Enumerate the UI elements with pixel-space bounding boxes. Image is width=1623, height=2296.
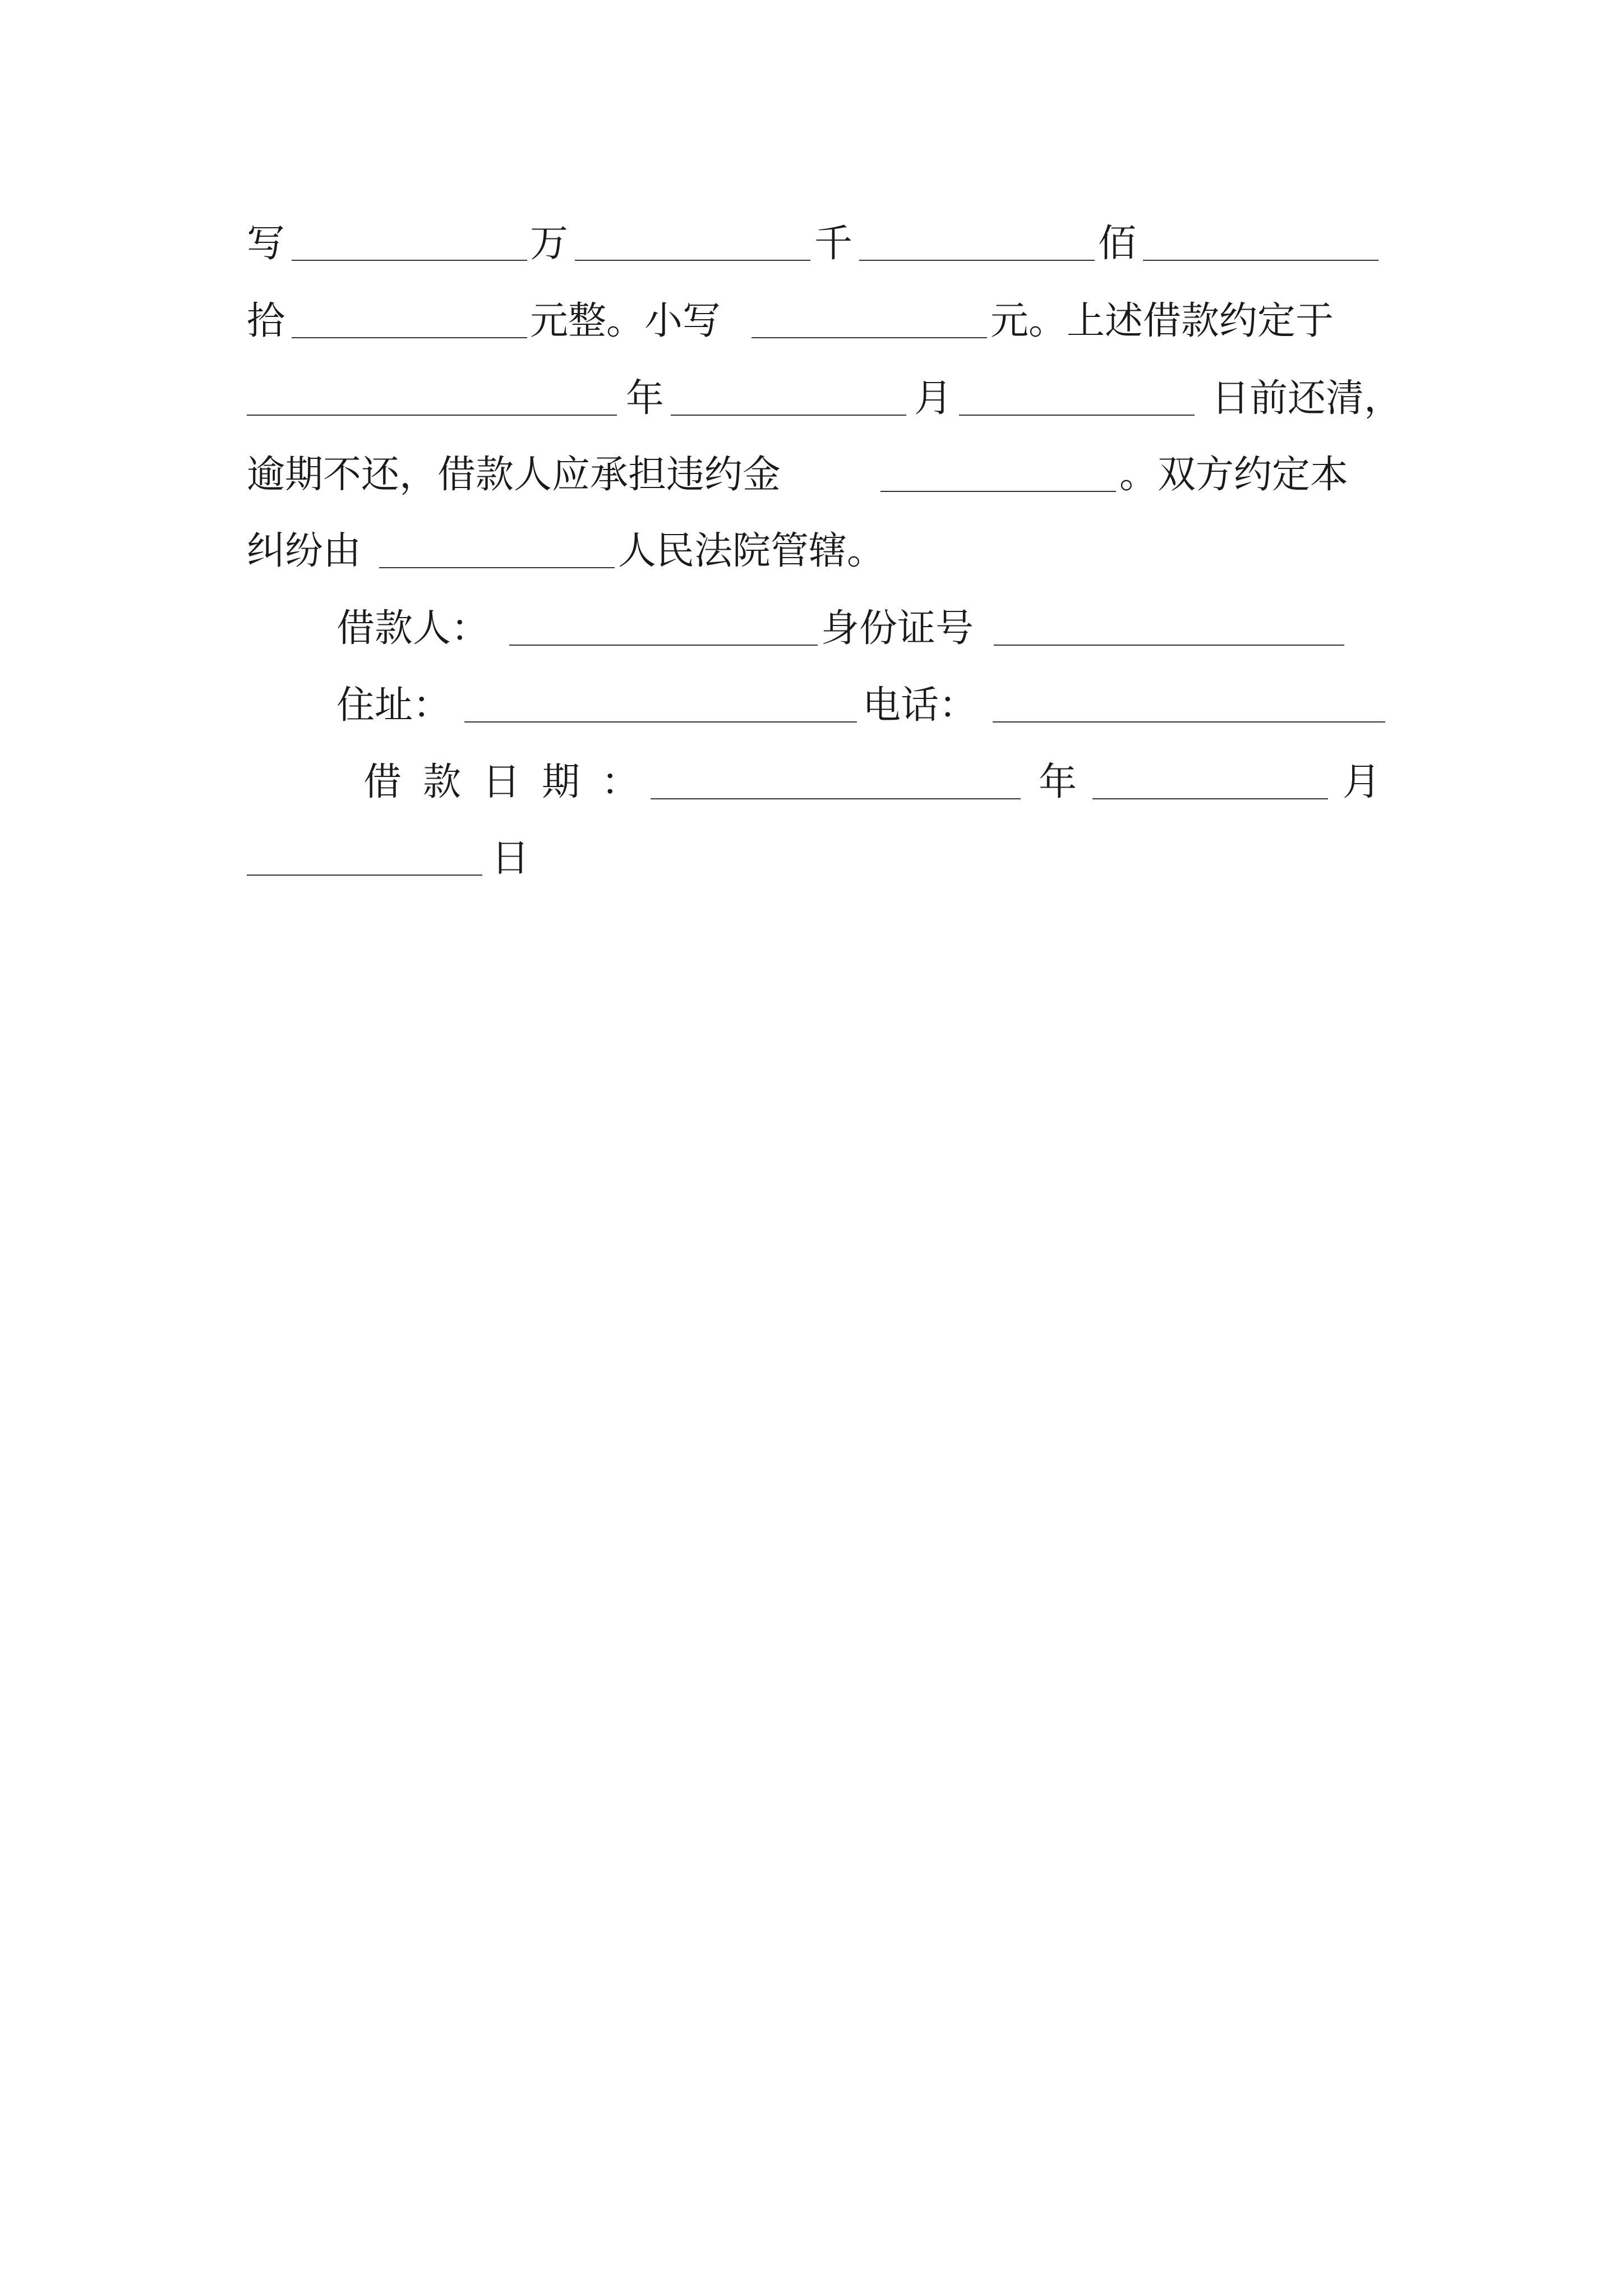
- blank-qian[interactable]: [575, 260, 810, 261]
- phone-field[interactable]: [993, 721, 1385, 723]
- borrower-label: 借款人：: [336, 606, 490, 651]
- borrower-name-field[interactable]: [509, 645, 818, 646]
- blank-repay-year[interactable]: [247, 415, 617, 416]
- text-penalty: 逾期不还，借款人应承担违约金: [247, 453, 781, 497]
- text-court: 人民法院管辖。: [618, 529, 886, 573]
- text-repay-agreement: 元。上述借款约定于: [990, 299, 1334, 343]
- text-agreement: 。双方约定本: [1119, 453, 1349, 497]
- text-dispute: 纠纷由: [247, 529, 362, 573]
- blank-lowercase-amount[interactable]: [751, 337, 987, 338]
- text-wan: 万: [530, 222, 569, 266]
- loan-month-field[interactable]: [1092, 798, 1328, 799]
- text-shi: 拾: [247, 299, 285, 343]
- blank-shi[interactable]: [1143, 260, 1378, 261]
- text-bai: 佰: [1098, 222, 1137, 266]
- address-label: 住址：: [336, 683, 451, 728]
- id-number-field[interactable]: [994, 645, 1344, 646]
- id-number-label: 身份证号: [821, 606, 974, 651]
- blank-repay-month[interactable]: [671, 415, 906, 416]
- blank-penalty[interactable]: [880, 491, 1116, 492]
- text-qian: 千: [814, 222, 853, 266]
- text-month: 月: [914, 376, 953, 421]
- text-year: 年: [626, 376, 665, 421]
- blank-repay-day[interactable]: [959, 415, 1195, 416]
- loan-date-label: 借款日期：: [363, 760, 661, 804]
- phone-label: 电话：: [863, 683, 978, 728]
- blank-court[interactable]: [379, 567, 615, 568]
- blank-shi-value[interactable]: [292, 337, 527, 338]
- loan-year-field[interactable]: [651, 798, 1021, 799]
- text-xie: 写: [247, 222, 285, 266]
- text-yuan-zheng: 元整。小写: [530, 299, 721, 343]
- loan-day-field[interactable]: [247, 875, 482, 876]
- blank-bai[interactable]: [859, 260, 1095, 261]
- text-loan-day: 日: [491, 836, 530, 881]
- text-day-repay: 日前还清，: [1211, 376, 1403, 421]
- blank-wan[interactable]: [292, 260, 527, 261]
- text-loan-year: 年: [1039, 760, 1077, 804]
- address-field[interactable]: [464, 721, 857, 723]
- text-loan-month: 月: [1343, 760, 1381, 804]
